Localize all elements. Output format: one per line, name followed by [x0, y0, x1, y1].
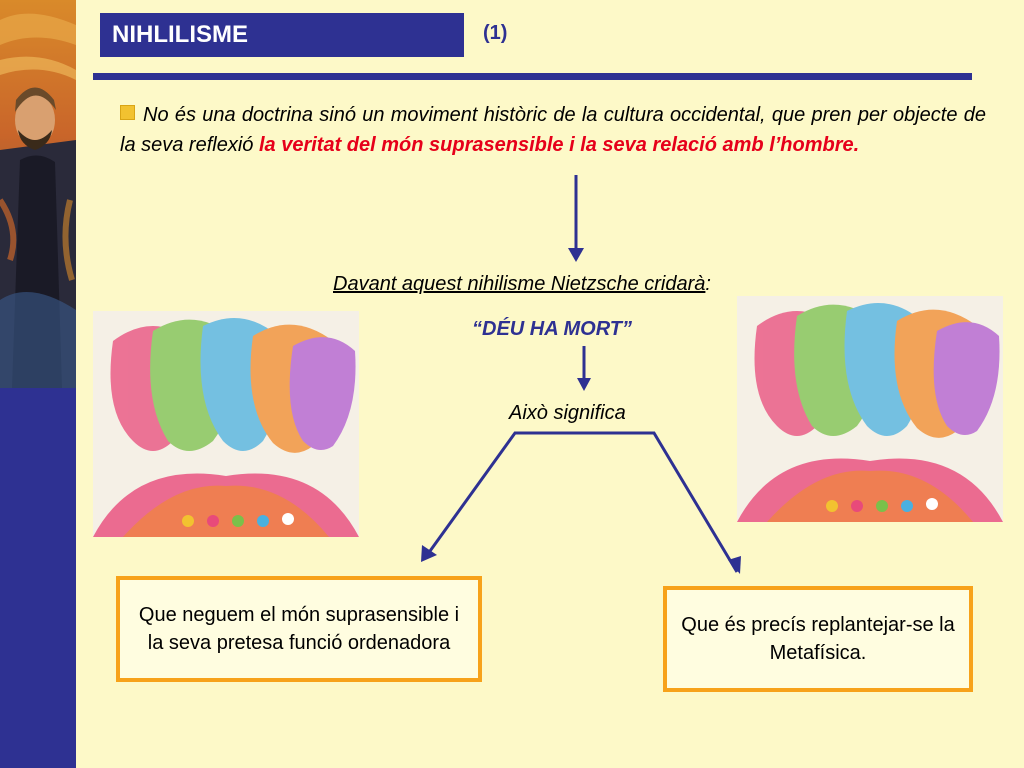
consequence-right-text: Que és precís replantejar-se la Metafísica.	[681, 614, 955, 664]
slide-title: NIHLILISME	[100, 13, 464, 57]
consequence-box-left	[116, 576, 482, 682]
nietzsche-prompt	[333, 273, 711, 296]
intro-text: No és una doctrina sinó un moviment històric de la cultura occidental, que pren per objecte de la seva reflexió	[120, 104, 986, 156]
prompt-colon: :	[705, 273, 711, 295]
nietzsche-pop-art-image-left	[93, 311, 359, 537]
slide-number: (1)	[483, 22, 508, 44]
god-is-dead-quote: “DÉU HA MORT”	[472, 318, 632, 340]
intro-highlight: la veritat del món suprasensible i la seva relació amb l’hombre.	[258, 134, 860, 156]
consequence-left-text: Que neguem el món suprasensible i la seva pretesa funció ordenadora	[138, 604, 460, 654]
consequence-box-right	[663, 586, 973, 692]
branch-connector	[425, 433, 737, 572]
nietzsche-pop-art-image-right	[737, 296, 1003, 522]
prompt-underlined-text: Davant aquest nihilisme Nietzsche cridarà	[333, 273, 706, 295]
meaning-label: Això significa	[509, 402, 626, 424]
